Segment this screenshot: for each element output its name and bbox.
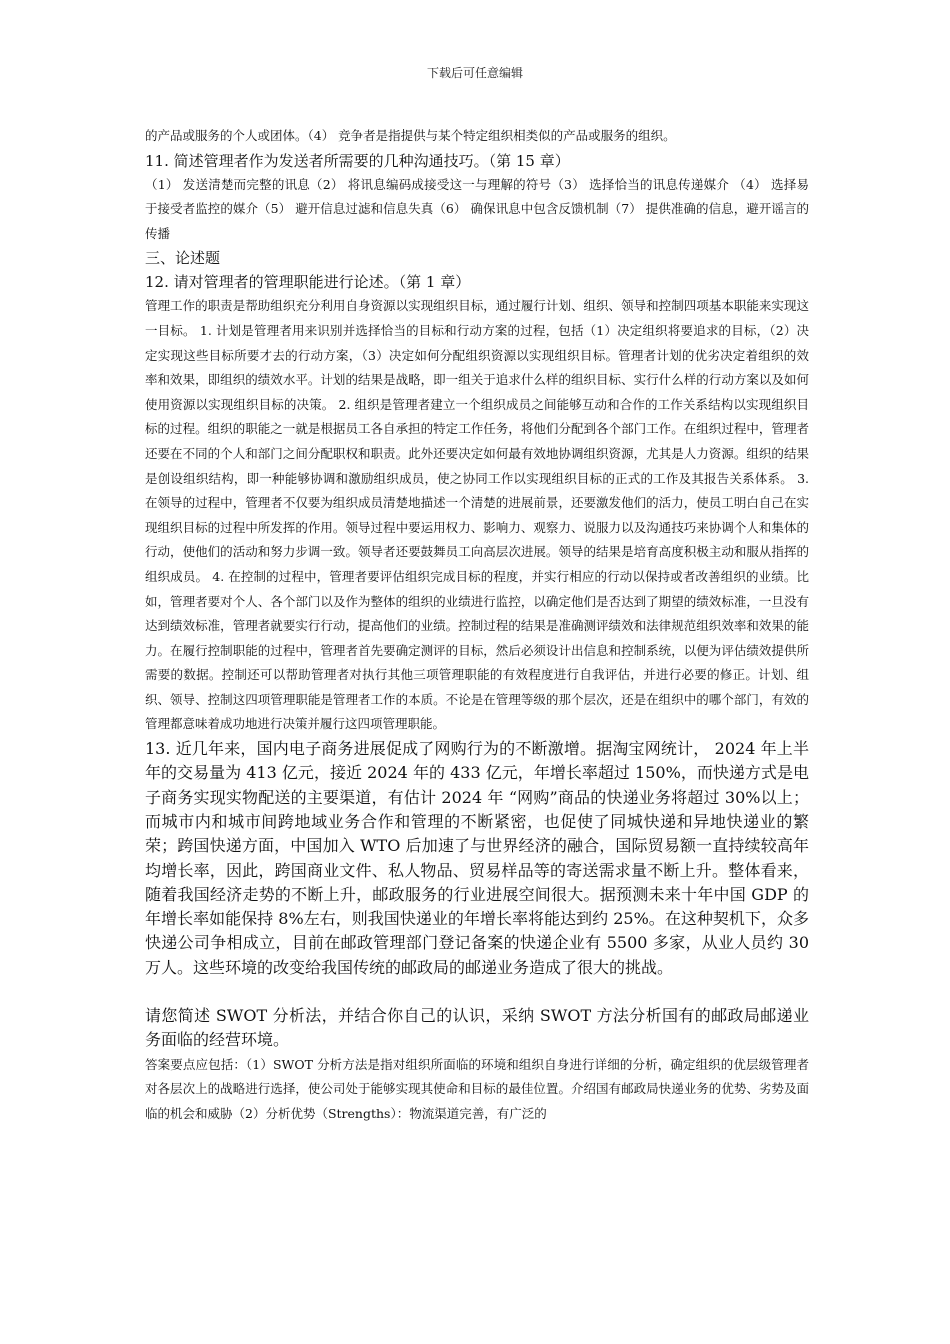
paragraph-spacer (145, 980, 809, 1004)
question-13-prompt: 请您简述 SWOT 分析法，并结合你自己的认识，采纳 SWOT 方法分析国有的邮政局邮递业务面临的经营环境。 (145, 1006, 809, 1050)
page-header: 下载后可任意编辑 (426, 66, 523, 80)
paragraph-stakeholder-tail: 的产品或服务的个人或团体。（4） 竞争者是指提供与某个特定组织相类似的产品或服务的组织。 (145, 128, 676, 143)
document-body (145, 124, 809, 1126)
question-11-answer: （1） 发送清楚而完整的讯息（2） 将讯息编码成接受这一与理解的符号（3） 选择恰当的讯息传递媒介 （4） 选择易于接受者监控的媒介（5） 避开信息过滤和信息失真（6） 确保讯息中包含反馈机制（7） 提供准确的信息，避开谣言的传播 (145, 176, 809, 241)
question-13-case: 13. 近几年来，国内电子商务进展促成了网购行为的不断激增。据淘宝网统计， 2024 年上半年的交易量为 413 亿元，接近 2024 年的 433 亿元，年增长率超过 150%，而快递方式是电子商务实现实物配送的主要渠道，有估计 2024 年 “网购”商品的快递业务将超过 30%以上；而城市内和城市间跨地域业务合作和管理的不断紧密，也促使了同城快递和异地快递业的繁荣；跨国快递方面，中国加入 WTO 后加速了与世界经济的融合，国际贸易额一直持续较高年均增长率，因此，跨国商业文件、私人物品、贸易样品等的寄送需求量不断上升。整体看来，随着我国经济走势的不断上升，邮政服务的行业进展空间很大。据预测未来十年中国 GDP 的年增长率如能保持 8%左右，则我国快递业的年增长率将能达到约 25%。在这种契机下，众多快递公司争相成立，目前在邮政管理部门登记备案的快递企业有 5500 多家，从业人员约 30 万人。这些环境的改变给我国传统的邮政局的邮递业务造成了很大的挑战。 (145, 739, 809, 977)
section-heading-essay: 三、论述题 (145, 249, 221, 268)
question-11-heading: 11. 简述管理者作为发送者所需要的几种沟通技巧。（第 15 章） (145, 151, 570, 170)
question-12-answer: 管理工作的职责是帮助组织充分利用自身资源以实现组织目标，通过履行计划、组织、领导和控制四项基本职能来实现这一目标。 1. 计划是管理者用来识别并选择恰当的目标和行动方案的过程，包括（1）决定组织将要追求的目标，（2）决定实现这些目标所要才去的行动方案，（3）决定如何分配组织资源以实现组织目标。管理者计划的优劣决定着组织的效率和效果，即组织的绩效水平。计划的结果是战略，即一组关于追求什么样的组织目标、实行什么样的行动方案以及如何使用资源以实现组织目标的决策。 2. 组织是管理者建立一个组织成员之间能够互动和合作的工作关系结构以实现组织目标的过程。组织的职能之一就是根据员工各自承担的特定工作任务，将他们分配到各个部门工作。在组织过程中，管理者还要在不同的个人和部门之间分配职权和职责。此外还要决定如何最有效地协调组织资源，尤其是人力资源。组织的结果是创设组织结构，即一种能够协调和激励组织成员，使之协同工作以实现组织目标的正式的工作及其报告关系体系。 3. 在领导的过程中，管理者不仅要为组织成员清楚地描述一个清楚的进展前景，还要激发他们的活力，使员工明白自己在实现组织目标的过程中所发挥的作用。领导过程中要运用权力、影响力、观察力、说服力以及沟通技巧来协调个人和集体的行动，使他们的活动和努力步调一致。领导者还要鼓舞员工向高层次进展。领导的结果是培育高度积极主动和服从指挥的组织成员。 4. 在控制的过程中，管理者要评估组织完成目标的程度，并实行相应的行动以保持或者改善组织的业绩。比如，管理者要对个人、各个部门以及作为整体的组织的业绩进行监控，以确定他们是否达到了期望的绩效标准，一旦没有达到绩效标准，管理者就要实行行动，提高他们的业绩。控制过程的结果是准确测评绩效和法律规范组织效率和效果的能力。在履行控制职能的过程中，管理者首先要确定测评的目标，然后必须设计出信息和控制系统，以便为评估绩效提供所需要的数据。控制还可以帮助管理者对执行其他三项管理职能的有效程度进行自我评估，并进行必要的修正。计划、组织、领导、控制这四项管理职能是管理者工作的本质。不论是在管理等级的那个层次，还是在组织中的哪个部门，有效的管理都意味着成功地进行决策并履行这四项管理职能。 (145, 298, 809, 732)
question-12-heading: 12. 请对管理者的管理职能进行论述。（第 1 章） (145, 273, 471, 292)
question-13-answer: 答案要点应包括：（1）SWOT 分析方法是指对组织所面临的环境和组织自身进行详细的分析，确定组织的优层级管理者对各层次上的战略进行选择，使公司处于能够实现其使命和目标的最佳位置。介绍国有邮政局快递业务的优势、劣势及面临的机会和威胁（2）分析优势（Strengths）：物流渠道完善，有广泛的 (145, 1056, 809, 1121)
